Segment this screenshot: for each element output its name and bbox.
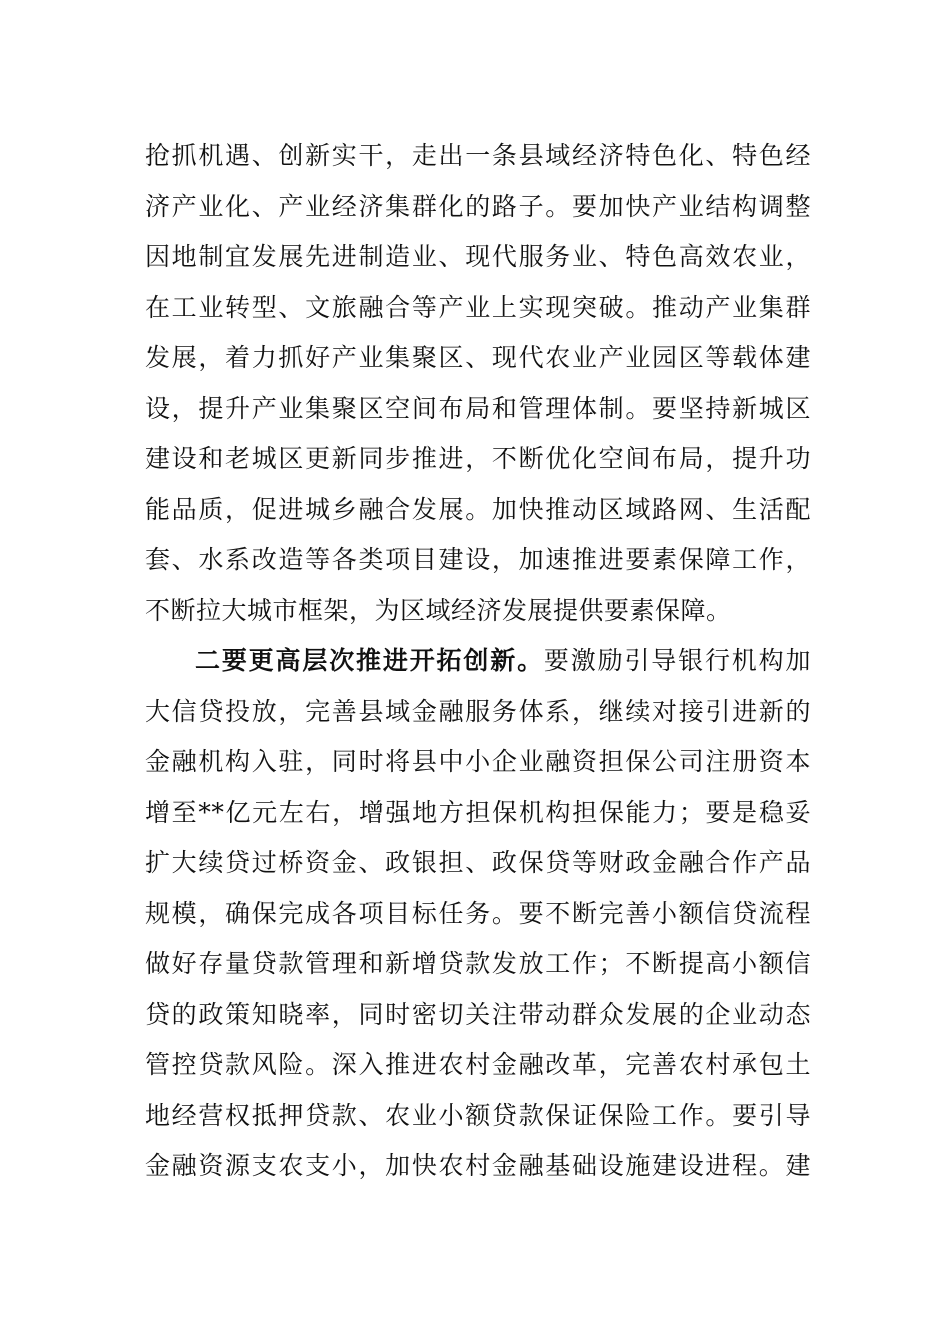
paragraph-line: 在工业转型、文旅融合等产业上实现突破。推动产业集群 (145, 292, 811, 322)
paragraph-line: 设，提升产业集聚区空间布局和管理体制。要坚持新城区 (145, 393, 811, 423)
paragraph-line: 套、水系改造等各类项目建设，加速推进要素保障工作， (145, 545, 811, 574)
paragraph-1 (145, 131, 811, 636)
paragraph-line: 不断拉大城市框架，为区域经济发展提供要素保障。 (145, 595, 732, 625)
paragraph-line: 管控贷款风险。深入推进农村金融改革，完善农村承包土 (145, 1050, 811, 1079)
paragraph-line: 能品质，促进城乡融合发展。加快推动区域路网、生活配 (145, 494, 811, 524)
paragraph-line: 做好存量贷款管理和新增贷款发放工作；不断提高小额信 (145, 949, 811, 978)
paragraph-line: 济产业化、产业经济集群化的路子。要加快产业结构调整 (145, 191, 811, 221)
paragraph-first-line (145, 636, 811, 687)
paragraph-line: 因地制宜发展先进制造业、现代服务业、特色高效农业， (145, 242, 811, 271)
paragraph-line: 抢抓机遇、创新实干，走出一条县域经济特色化、特色经 (145, 141, 811, 170)
paragraph-line: 扩大续贷过桥资金、政银担、政保贷等财政金融合作产品 (145, 848, 811, 877)
paragraph-line: 建设和老城区更新同步推进，不断优化空间布局，提升功 (145, 444, 811, 473)
paragraph-line: 大信贷投放，完善县域金融服务体系，继续对接引进新的 (145, 696, 811, 726)
paragraph-line: 发展，着力抓好产业集聚区、现代农业产业园区等载体建 (145, 343, 811, 372)
paragraph-line: 金融机构入驻，同时将县中小企业融资担保公司注册资本 (145, 747, 811, 776)
paragraph-line: 金融资源支农支小，加快农村金融基础设施建设进程。建 (145, 1151, 811, 1180)
paragraph-line: 地经营权抵押贷款、农业小额贷款保证保险工作。要引导 (145, 1100, 811, 1130)
paragraph-2 (145, 636, 811, 1192)
paragraph-line: 增至**亿元左右，增强地方担保机构担保能力；要是稳妥 (145, 797, 811, 827)
paragraph-line: 规模，确保完成各项目标任务。要不断完善小额信贷流程 (145, 898, 811, 928)
section-heading: 二要更高层次推进开拓创新。 (195, 646, 544, 675)
paragraph-line: 贷的政策知晓率，同时密切关注带动群众发展的企业动态 (145, 999, 811, 1029)
paragraph-text: 要激励引导银行机构加 (543, 646, 811, 675)
